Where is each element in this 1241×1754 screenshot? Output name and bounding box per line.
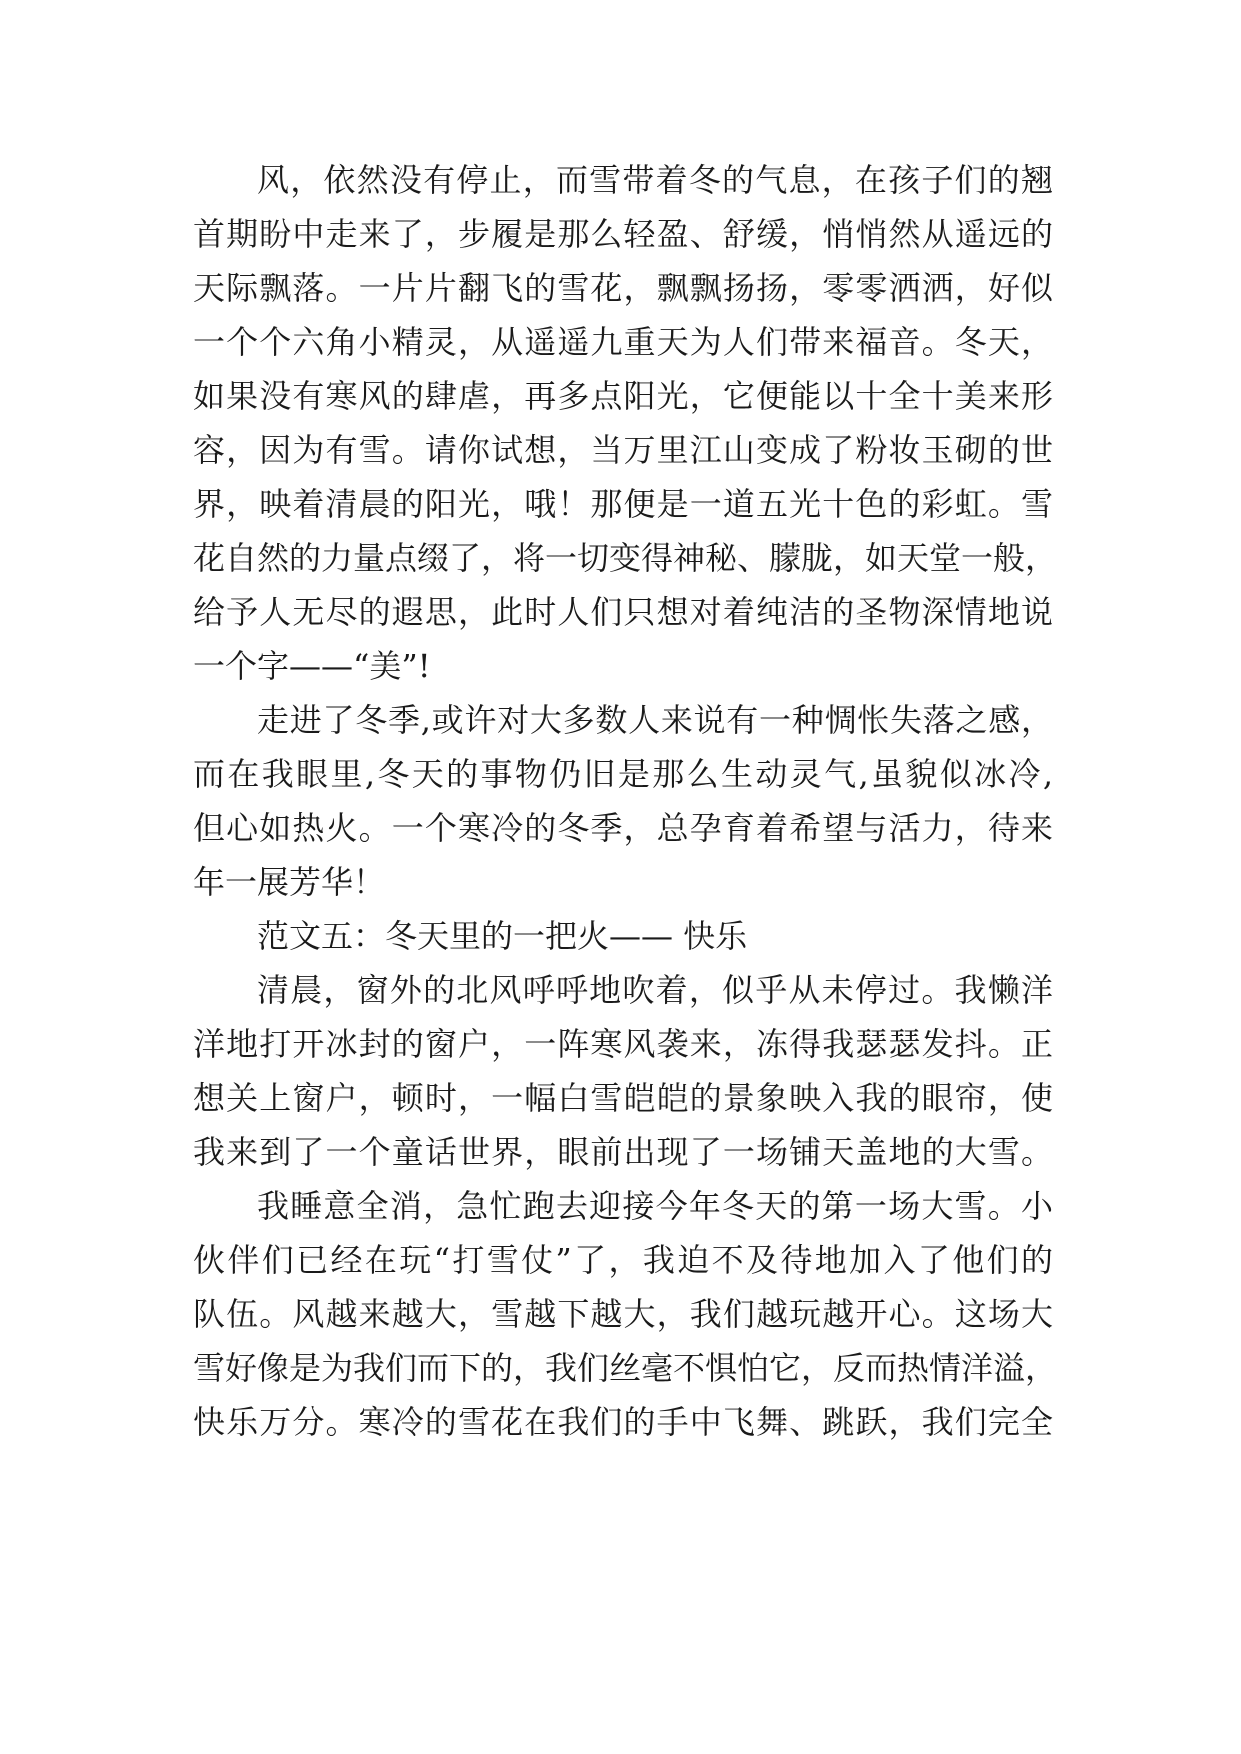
text-line: 走进了冬季,或许对大多数人来说有一种惆怅失落之感， <box>257 701 1053 739</box>
text-line: 花自然的力量点缀了，将一切变得神秘、朦胧，如天堂一般， <box>193 539 1058 577</box>
text-line: 而在我眼里,冬天的事物仍旧是那么生动灵气,虽貌似冰冷, <box>193 755 1053 793</box>
section-heading: 范文五：冬天里的一把火—— 快乐 <box>257 917 748 955</box>
text-line: 我睡意全消，急忙跑去迎接今年冬天的第一场大雪。小 <box>257 1187 1053 1225</box>
text-line: 我来到了一个童话世界，眼前出现了一场铺天盖地的大雪。 <box>193 1133 1053 1171</box>
text-line: 想关上窗户，顿时，一幅白雪皑皑的景象映入我的眼帘，使 <box>193 1079 1053 1117</box>
text-line: 洋地打开冰封的窗户，一阵寒风袭来，冻得我瑟瑟发抖。正 <box>193 1025 1053 1063</box>
text-line: 天际飘落。一片片翻飞的雪花，飘飘扬扬，零零洒洒，好似 <box>193 269 1053 307</box>
text-line: 容，因为有雪。请你试想，当万里江山变成了粉妆玉砌的世 <box>193 431 1053 469</box>
text-line: 风，依然没有停止，而雪带着冬的气息，在孩子们的翘 <box>257 161 1053 199</box>
text-line: 雪好像是为我们而下的，我们丝毫不惧怕它，反而热情洋溢， <box>193 1349 1058 1387</box>
text-line: 快乐万分。寒冷的雪花在我们的手中飞舞、跳跃，我们完全 <box>193 1403 1053 1441</box>
text-line: 界，映着清晨的阳光，哦！那便是一道五光十色的彩虹。雪 <box>193 485 1053 523</box>
text-line: 首期盼中走来了，步履是那么轻盈、舒缓，悄悄然从遥远的 <box>193 215 1053 253</box>
text-line: 但心如热火。一个寒冷的冬季，总孕育着希望与活力，待来 <box>193 809 1053 847</box>
text-line: 年一展芳华！ <box>193 863 386 901</box>
text-line: 一个个六角小精灵，从遥遥九重天为人们带来福音。冬天， <box>193 323 1053 361</box>
text-line: 给予人无尽的遐思，此时人们只想对着纯洁的圣物深情地说 <box>193 593 1053 631</box>
text-line: 清晨，窗外的北风呼呼地吹着，似乎从未停过。我懒洋 <box>257 971 1053 1009</box>
text-line: 队伍。风越来越大，雪越下越大，我们越玩越开心。这场大 <box>193 1295 1053 1333</box>
text-line: 伙伴们已经在玩“打雪仗”了，我迫不及待地加入了他们的 <box>193 1241 1053 1279</box>
text-line: 如果没有寒风的肆虐，再多点阳光，它便能以十全十美来形 <box>193 377 1053 415</box>
text-line: 一个字——“美”! <box>193 647 431 685</box>
